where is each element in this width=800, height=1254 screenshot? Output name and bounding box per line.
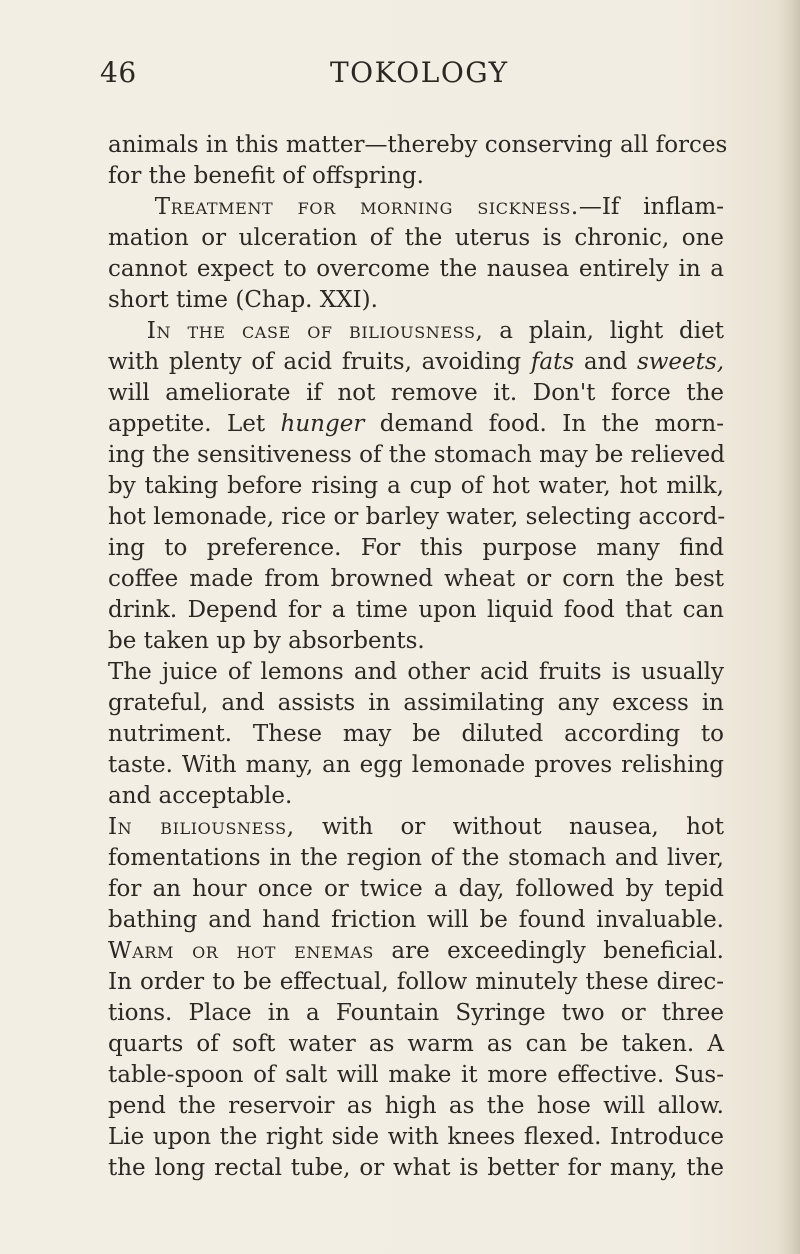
text-line: the long rectal tube, or what is better for many, the xyxy=(108,1155,724,1181)
text-line: In order to be effectual, follow minutely these direc- xyxy=(108,969,724,995)
text-line: and acceptable. xyxy=(108,783,293,809)
text-line: In biliousness, with or without nausea, hot xyxy=(108,814,724,840)
text-line: bathing and hand friction will be found invaluable. xyxy=(108,907,724,933)
emphasis-fats: fats xyxy=(530,349,575,375)
text-line: mation or ulceration of the uterus is chronic, one xyxy=(108,225,724,251)
page-header xyxy=(0,56,800,96)
text-line: short time (Chap. XXI). xyxy=(108,287,378,313)
text-line: grateful, and assists in assimilating any excess in xyxy=(108,690,724,716)
text-line: pend the reservoir as high as the hose will allow. xyxy=(108,1093,724,1119)
text-line: fomentations in the region of the stomach and liver, xyxy=(108,845,724,871)
text-line: by taking before rising a cup of hot water, hot milk, xyxy=(108,473,724,499)
page-number: 46 xyxy=(100,56,137,89)
text-line: cannot expect to overcome the nausea entirely in a xyxy=(108,256,724,282)
text-line: taste. With many, an egg lemonade proves relishing xyxy=(108,752,724,778)
emphasis-hunger: hunger xyxy=(280,411,365,437)
section-heading-in-biliousness: In biliousness, xyxy=(108,814,295,840)
text-line: The juice of lemons and other acid fruits is usually xyxy=(108,659,724,685)
text-line: coffee made from browned wheat or corn the best xyxy=(108,566,724,592)
text-line: Warm or hot enemas are exceedingly beneficial. xyxy=(108,938,724,964)
section-heading-treatment: Treatment for morning sickness. xyxy=(154,194,579,220)
text-line: appetite. Let hunger demand food. In the morn- xyxy=(108,411,724,437)
text-line: ing to preference. For this purpose many find xyxy=(108,535,724,561)
emphasis-sweets: sweets, xyxy=(636,349,725,375)
text-line: quarts of soft water as warm as can be taken. A xyxy=(108,1031,724,1057)
text-line: table-spoon of salt will make it more effective. Sus- xyxy=(108,1062,724,1088)
text-line: for the benefit of offspring. xyxy=(108,163,424,189)
text-line: Lie upon the right side with knees flexed. Introduce xyxy=(108,1124,724,1150)
text-line: hot lemonade, rice or barley water, selecting accord- xyxy=(108,504,726,530)
text-line: for an hour once or twice a day, followed by tepid xyxy=(108,876,724,902)
text-line: nutriment. These may be diluted according to xyxy=(108,721,724,747)
text-line: In the case of biliousness, a plain, light diet xyxy=(146,318,724,344)
running-head: TOKOLOGY xyxy=(330,56,509,89)
section-heading-biliousness: In the case of biliousness, xyxy=(146,318,484,344)
text-line: Treatment for morning sickness.—If inflam- xyxy=(154,194,724,220)
text-line: drink. Depend for a time upon liquid food that can xyxy=(108,597,724,623)
text-line: ing the sensitiveness of the stomach may be relieved xyxy=(108,442,725,468)
body-text xyxy=(108,130,728,1184)
text-line: with plenty of acid fruits, avoiding fats and sweets, xyxy=(108,349,725,375)
text-line: will ameliorate if not remove it. Don't force the xyxy=(108,380,724,406)
text-line: be taken up by absorbents. xyxy=(108,628,425,654)
text-line: animals in this matter—thereby conserving all forces xyxy=(108,132,728,158)
text-line: tions. Place in a Fountain Syringe two or three xyxy=(108,1000,724,1026)
section-heading-enemas: Warm or hot enemas xyxy=(108,938,374,964)
page-edge-shadow xyxy=(778,0,800,1254)
